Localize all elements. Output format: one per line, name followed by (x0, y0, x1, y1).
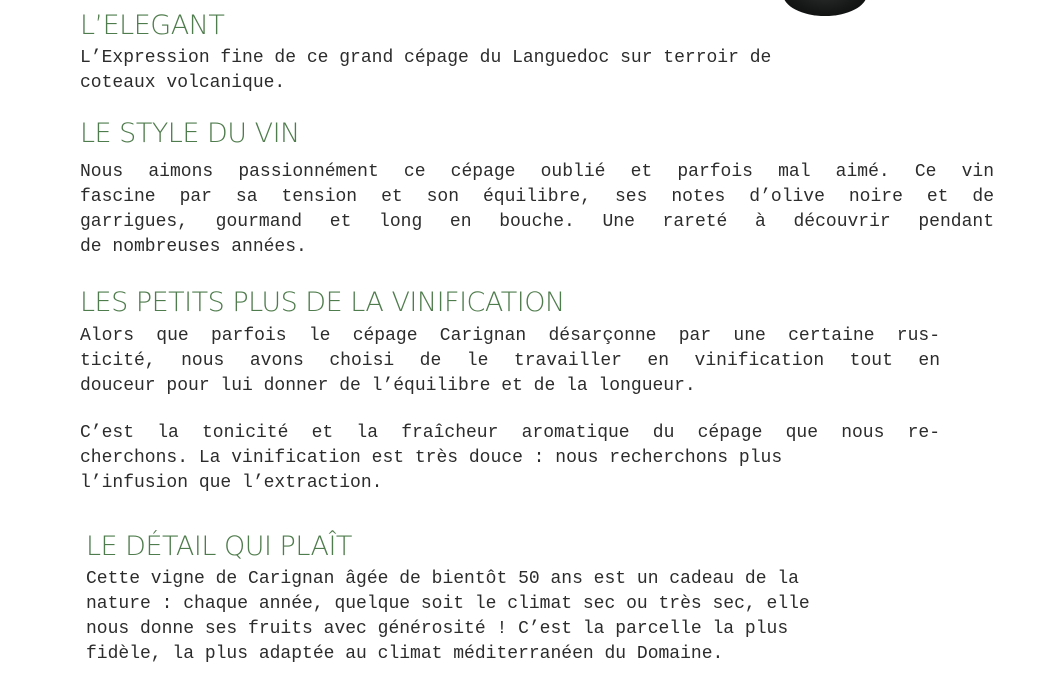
text-line: Cette vigne de Carignan âgée de bientôt 50 ans est un cadeau de la (86, 569, 799, 589)
text-line: fascine par sa tension et son équilibre, ses notes d’olive noire et de (80, 187, 994, 207)
text-line: C’est la tonicité et la fraîcheur aromatique du cépage que nous re- (80, 423, 940, 443)
bottle-image (783, 0, 867, 16)
text-line: L’Expression fine de ce grand cépage du Languedoc sur terroir de (80, 48, 772, 68)
section-heading-elegant: L’ELEGANT (80, 10, 225, 41)
text-line: l’infusion que l’extraction. (80, 473, 383, 493)
section-text-elegant (80, 46, 900, 96)
text-line: coteaux volcanique. (80, 73, 286, 93)
text-line: cherchons. La vinification est très douce : nous recherchons plus (80, 448, 783, 468)
text-line: Nous aimons passionnément ce cépage oublié et parfois mal aimé. Ce vin (80, 162, 994, 182)
section-text-vinification-2 (80, 421, 940, 496)
text-line: ticité, nous avons choisi de le travailler en vinification tout en (80, 351, 940, 371)
text-line: de nombreuses années. (80, 237, 307, 257)
section-text-style (80, 160, 994, 260)
section-heading-detail: LE DÉTAIL QUI PLAÎT (86, 531, 352, 562)
text-line: nous donne ses fruits avec générosité ! C’est la parcelle la plus (86, 619, 789, 639)
section-text-detail (86, 567, 946, 667)
text-line: Alors que parfois le cépage Carignan désarçonne par une certaine rus- (80, 326, 940, 346)
text-line: douceur pour lui donner de l’équilibre et de la longueur. (80, 376, 696, 396)
section-heading-vinification: LES PETITS PLUS DE LA VINIFICATION (80, 287, 565, 318)
section-heading-style: LE STYLE DU VIN (80, 118, 300, 149)
section-text-vinification (80, 324, 940, 399)
text-line: nature : chaque année, quelque soit le climat sec ou très sec, elle (86, 594, 810, 614)
text-line: fidèle, la plus adaptée au climat méditerranéen du Domaine. (86, 644, 724, 664)
text-line: garrigues, gourmand et long en bouche. Une rareté à découvrir pendant (80, 212, 994, 232)
